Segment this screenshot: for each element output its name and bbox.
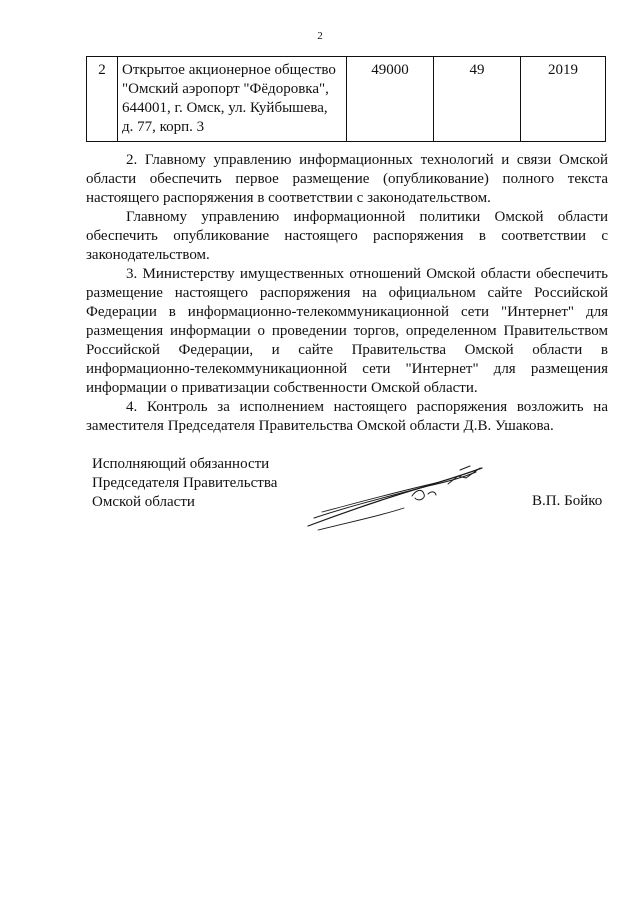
paragraph-3: 3. Министерству имущественных отношений Омской области обеспечить размещение настоящего распоряжения на официальном сайте Российской Федерации в информационно-телекоммуникационной сети "Интернет" для размещения информации о проведении торгов, определенном Правительством Российской Федерации, и сайте Правительства Омской области в информационно-телекоммуникационной сети "Интернет" для размещения информации о приватизации собственности Омской области. — [86, 266, 608, 396]
paragraph-4: 4. Контроль за исполнением настоящего распоряжения возложить на заместителя Председателя Правительства Омской области Д.В. Ушакова. — [86, 399, 608, 434]
signer-position-line: Председателя Правительства — [92, 475, 278, 491]
paragraph-2-continued: Главному управлению информационной политики Омской области обеспечить опубликование настоящего распоряжения в соответствии с законодательством. — [86, 209, 608, 263]
signer-position-line: Исполняющий обязанности — [92, 456, 270, 472]
organization-line: Открытое акционерное общество — [122, 62, 336, 78]
organization-line: д. 77, корп. 3 — [122, 119, 205, 135]
property-table — [86, 56, 606, 142]
signer-position — [92, 455, 277, 512]
signer-position-line: Омской области — [92, 494, 195, 510]
value1-cell: 49000 — [347, 57, 434, 142]
table-row — [87, 57, 606, 142]
handwritten-signature — [300, 456, 490, 536]
row-number-cell: 2 — [87, 57, 118, 142]
organization-line: 644001, г. Омск, ул. Куйбышева, — [122, 100, 328, 116]
value2-cell: 49 — [434, 57, 521, 142]
organization-line: "Омский аэропорт "Фёдоровка", — [122, 81, 329, 97]
page-number: 2 — [317, 30, 323, 42]
paragraph-2: 2. Главному управлению информационных технологий и связи Омской области обеспечить первое размещение (опубликование) полного текста настоящего распоряжения в соответствии с законодательством. — [86, 152, 608, 206]
organization-cell — [118, 57, 347, 142]
signer-name: В.П. Бойко — [532, 493, 603, 509]
year-cell: 2019 — [521, 57, 606, 142]
document-body — [86, 151, 608, 436]
